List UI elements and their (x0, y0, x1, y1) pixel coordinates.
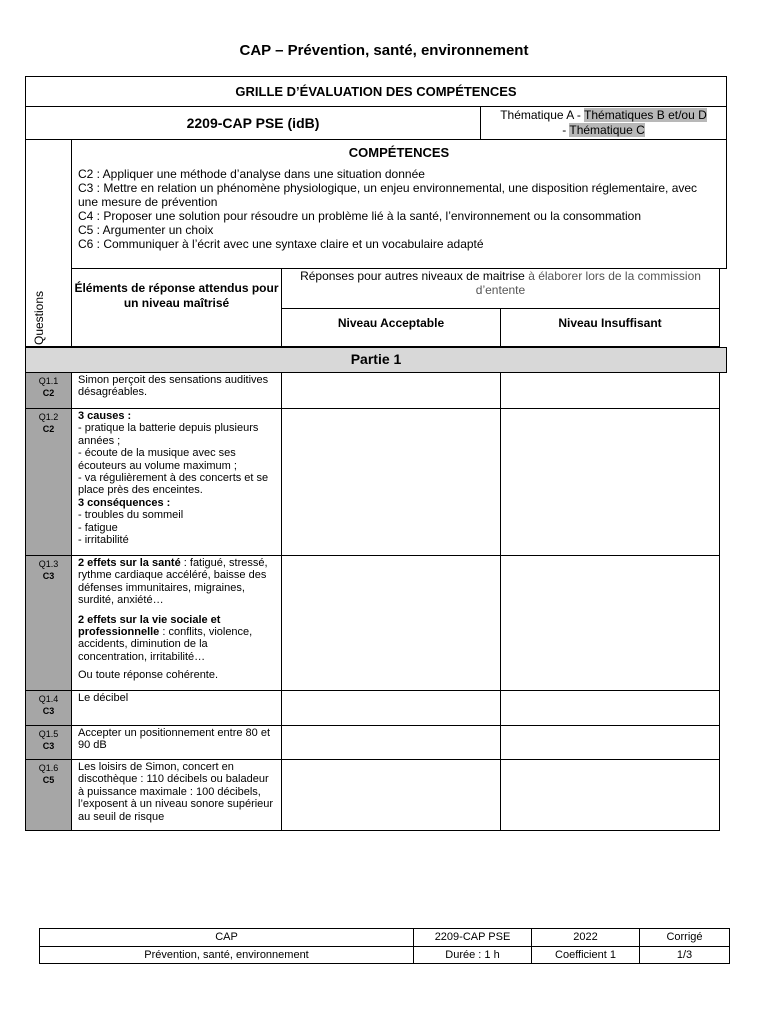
consequence-item: - troubles du sommeil (78, 509, 184, 522)
competence-c5: C5 : Argumenter un choix (78, 223, 214, 237)
competence-c6: C6 : Communiquer à l’écrit avec une syntaxe claire et un vocabulaire adapté (78, 237, 484, 251)
acceptable-cell-q11[interactable] (281, 372, 501, 409)
consequence-item: - fatigue (78, 521, 118, 534)
qnum-label: Q1.6 (38, 763, 59, 773)
competence-c2: C2 : Appliquer une méthode d’analyse dans une situation donnée (78, 167, 425, 181)
competences-title: COMPÉTENCES (348, 145, 450, 160)
answer-q16: Les loisirs de Simon, concert en discothèque : 110 décibels ou baladeur à puissance maximale : 100 décibels, l’exposent à un niveau sonore supérieur au seuil de risque (71, 759, 282, 831)
acceptable-cell-q15[interactable] (281, 725, 501, 760)
thematic-a: Thématique A - (500, 108, 585, 122)
footer-page: 1/3 (639, 946, 730, 964)
qcomp-label: C3 (42, 741, 55, 751)
acceptable-cell-q16[interactable] (281, 759, 501, 831)
insuffisant-cell-q14[interactable] (500, 690, 720, 726)
header-autres-grey: à élaborer lors de la commission d’entente (475, 269, 701, 297)
sante-text: : fatigué, stressé, rythme cardiaque accéléré, baisse des défenses immunitaires, migraines, surdité, anxiété… (78, 557, 268, 607)
competence-c3: C3 : Mettre en relation un phénomène physiologique, un enjeu environnemental, une disposition réglementaire, avec une mesure de prévention (78, 181, 698, 209)
header-autres-black: Réponses pour autres niveaux de maitrise (300, 269, 529, 283)
questions-label: Questions (32, 290, 46, 345)
competences-box (71, 139, 727, 269)
document-title: CAP – Prévention, santé, environnement (239, 42, 529, 59)
consequences-title: 3 conséquences : (78, 496, 171, 509)
header-acceptable: Niveau Acceptable (281, 308, 501, 347)
partie-title: Partie 1 (25, 347, 727, 373)
question-number-q12 (25, 408, 72, 556)
footer-table (39, 928, 730, 964)
qcomp-label: C5 (42, 775, 55, 785)
insuffisant-cell-q11[interactable] (500, 372, 720, 409)
footer-duration: Durée : 1 h (413, 946, 532, 964)
acceptable-cell-q12[interactable] (281, 408, 501, 556)
grid-title: GRILLE D’ÉVALUATION DES COMPÉTENCES (25, 76, 727, 107)
thematic-sep: - (562, 123, 570, 137)
acceptable-cell-q14[interactable] (281, 690, 501, 726)
cause-item: - va régulièrement à des concerts et se place près des enceintes. (78, 472, 269, 497)
insuffisant-cell-q12[interactable] (500, 408, 720, 556)
qnum-label: Q1.5 (38, 729, 59, 739)
insuffisant-cell-q16[interactable] (500, 759, 720, 831)
qnum-label: Q1.3 (38, 559, 59, 569)
footer-corrige: Corrigé (639, 928, 730, 947)
header-autres-niveaux (281, 268, 720, 309)
thematics-cell (480, 106, 727, 140)
insuffisant-cell-q13[interactable] (500, 555, 720, 691)
qnum-label: Q1.4 (38, 694, 59, 704)
question-number-q14 (25, 690, 72, 726)
footer-code: 2209-CAP PSE (413, 928, 532, 947)
footer-year: 2022 (531, 928, 640, 947)
cause-item: - pratique la batterie depuis plusieurs années ; (78, 422, 259, 447)
vie-title: 2 effets sur la vie sociale et professionnelle (78, 613, 221, 639)
question-number-q11 (25, 372, 72, 409)
qcomp-label: C3 (42, 571, 55, 581)
exam-code: 2209-CAP PSE (idB) (25, 106, 481, 140)
sante-title: 2 effets sur la santé (78, 557, 181, 569)
footer-subject: Prévention, santé, environnement (39, 946, 414, 964)
answer-q11: Simon perçoit des sensations auditives désagréables. (71, 372, 282, 409)
qnum-label: Q1.2 (38, 412, 59, 422)
thematic-b-d: Thématiques B et/ou D (584, 108, 707, 122)
footer-cap: CAP (39, 928, 414, 947)
acceptable-cell-q13[interactable] (281, 555, 501, 691)
qcomp-label: C2 (42, 388, 55, 398)
cause-item: - écoute de la musique avec ses écouteurs au volume maximum ; (78, 447, 237, 472)
qnum-label: Q1.1 (38, 376, 59, 386)
header-attendu: Éléments de réponse attendus pour un niveau maîtrisé (71, 268, 282, 347)
qcomp-label: C3 (42, 706, 55, 716)
footer-coefficient: Coefficient 1 (531, 946, 640, 964)
vie-text: : conflits, violence, accidents, diminution de la concentration, irritabilité… (78, 626, 253, 663)
questions-column (25, 139, 72, 347)
consequence-item: - irritabilité (78, 534, 129, 547)
header-insuffisant: Niveau Insuffisant (500, 308, 720, 347)
thematic-c: Thématique C (569, 123, 645, 137)
causes-title: 3 causes : (78, 410, 132, 422)
answer-q15: Accepter un positionnement entre 80 et 90 dB (71, 725, 282, 760)
qcomp-label: C2 (42, 424, 55, 434)
competence-c4: C4 : Proposer une solution pour résoudre un problème lié à la santé, l’environnement ou la consommation (78, 209, 641, 223)
answer-q14: Le décibel (71, 690, 282, 726)
answer-q12 (71, 408, 282, 556)
question-number-q16 (25, 759, 72, 831)
answer-q13 (71, 555, 282, 691)
question-number-q13 (25, 555, 72, 691)
question-number-q15 (25, 725, 72, 760)
insuffisant-cell-q15[interactable] (500, 725, 720, 760)
other-answer: Ou toute réponse cohérente. (78, 669, 219, 682)
